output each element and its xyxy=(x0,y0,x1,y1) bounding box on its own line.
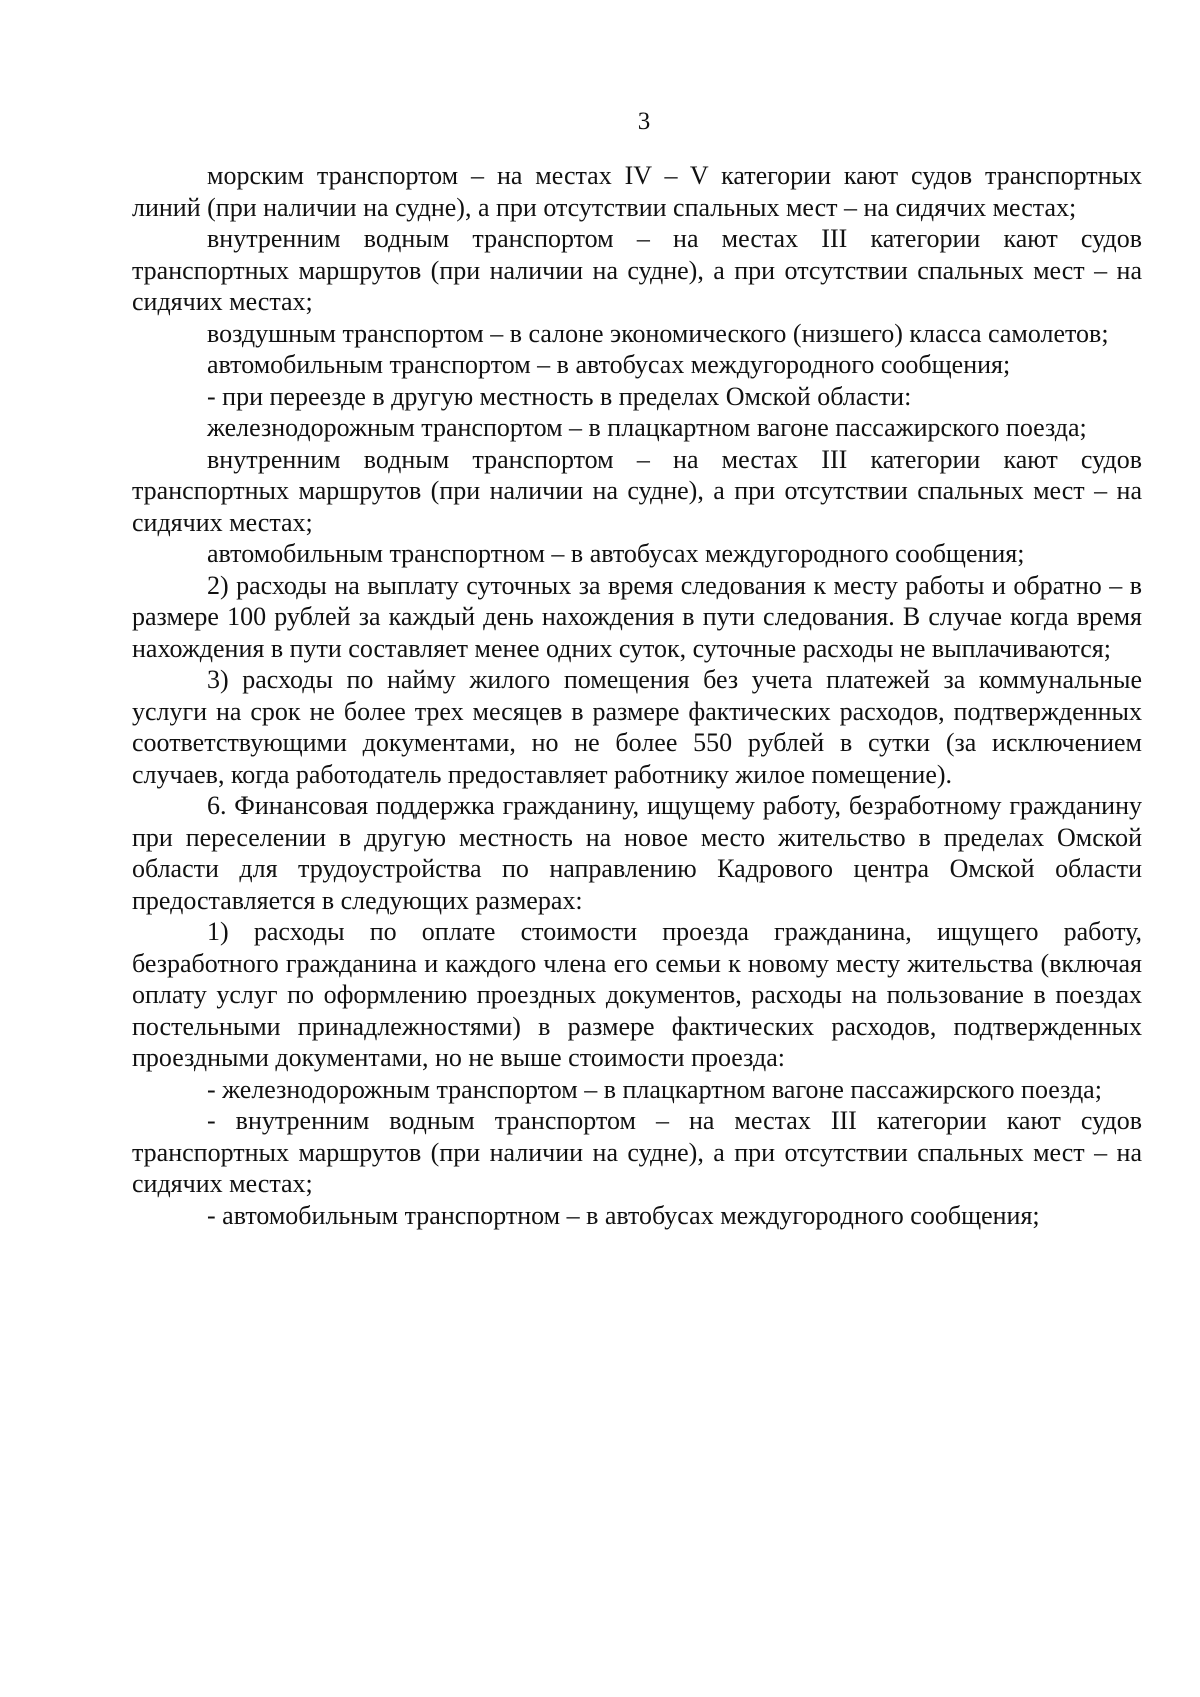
page-number: 3 xyxy=(637,108,651,135)
paragraph-inland-water-transport: внутренним водным транспортом – на местах III категории кают судов транспортных маршрутов (при наличии на судне), а при отсутствии спальных мест – на сидячих местах; xyxy=(132,224,1142,316)
paragraph-road-transport-relocation: - автомобильным транспортном – в автобусах междугородного сообщения; xyxy=(207,1200,1040,1230)
paragraph-inland-water-transport-regional: внутренним водным транспортом – на местах III категории кают судов транспортных маршрутов (при наличии на судне), а при отсутствии спальных мест – на сидячих местах; xyxy=(132,444,1142,537)
paragraph-inland-water-transport-relocation: - внутренним водным транспортом – на местах III категории кают судов транспортных маршрутов (при наличии на судне), а при отсутствии спальных мест – на сидячих местах; xyxy=(132,1106,1142,1198)
paragraph-road-transport-regional: автомобильным транспортном – в автобусах междугородного сообщения; xyxy=(207,539,1025,568)
paragraph-daily-allowance: 2) расходы на выплату суточных за время следования к месту работы и обратно – в размере 100 рублей за каждый день нахождения в пути следования. В случае когда время нахождения в пути составляет менее одних суток, суточные расходы не выплачиваются; xyxy=(132,570,1142,663)
paragraph-travel-expenses: 1) расходы по оплате стоимости проезда гражданина, ищущего работу, безработного гражданина и каждого члена его семьи к новому месту жительства (включая оплату услуг по оформлению проездных документов, расходы на пользование в поездах постельными принадлежностями) в размере фактических расходов, подтвержденных проездными документами, но не выше стоимости проезда: xyxy=(132,917,1142,1072)
paragraph-sea-transport: морским транспортом – на местах IV – V категории кают судов транспортных линий (при наличии на судне), а при отсутствии спальных мест – на сидячих местах; xyxy=(132,161,1142,222)
paragraph-within-omsk-region: - при переезде в другую местность в пределах Омской области: xyxy=(207,381,912,411)
paragraph-rail-transport: железнодорожным транспортом – в плацкартном вагоне пассажирского поезда; xyxy=(207,413,1087,442)
paragraph-rail-transport-relocation: - железнодорожным транспортом – в плацкартном вагоне пассажирского поезда; xyxy=(207,1074,1102,1104)
paragraph-road-transport: автомобильным транспортом – в автобусах междугородного сообщения; xyxy=(207,350,1011,379)
paragraph-section-6: 6. Финансовая поддержка гражданину, ищущему работу, безработному гражданину при переселении в другую местность на новое место жительство в пределах Омской области для трудоустройства по направлению Кадрового центра Омской области предоставляется в следующих размерах: xyxy=(132,791,1142,915)
paragraph-housing-rent: 3) расходы по найму жилого помещения без учета платежей за коммунальные услуги на срок не более трех месяцев в размере фактических расходов, подтвержденных соответствующими документами, но не более 550 рублей в сутки (за исключением случаев, когда работодатель предоставляет работнику жилое помещение). xyxy=(132,665,1142,789)
paragraph-air-transport: воздушным транспортом – в салоне экономического (низшего) класса самолетов; xyxy=(207,318,1109,348)
document-body xyxy=(132,160,1142,1231)
